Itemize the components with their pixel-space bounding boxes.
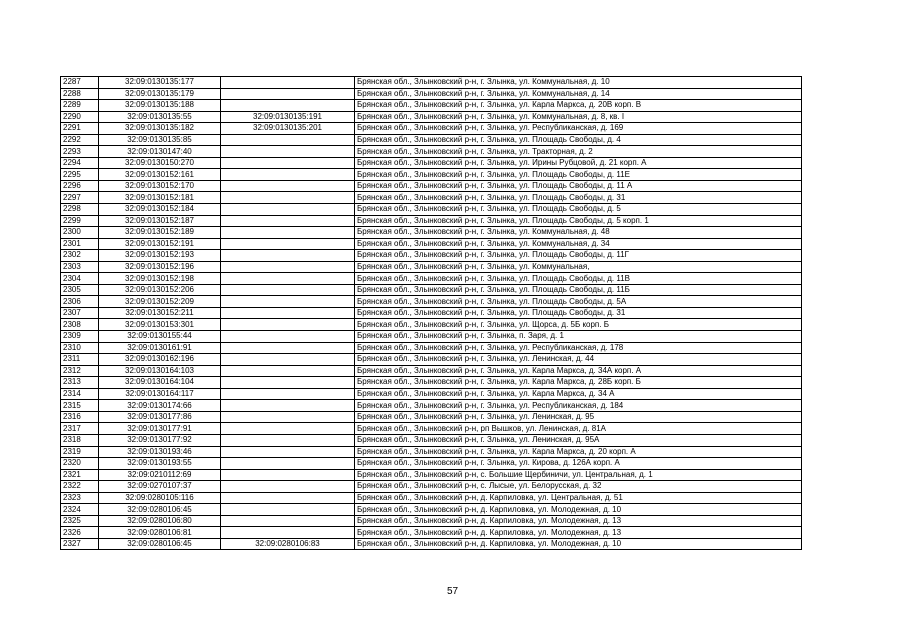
table-row [61, 77, 802, 89]
address-cell: Брянская обл., Злынковский р-н, д. Карпиловка, ул. Молодежная, д. 10 [355, 504, 802, 516]
previous-cadastral-number-cell [221, 157, 355, 169]
row-number-cell: 2288 [61, 88, 99, 100]
row-number-cell: 2321 [61, 469, 99, 481]
table-row [61, 492, 802, 504]
table-row [61, 354, 802, 366]
previous-cadastral-number-cell [221, 284, 355, 296]
table-row [61, 365, 802, 377]
row-number-cell: 2306 [61, 296, 99, 308]
address-cell: Брянская обл., Злынковский р-н, г. Злынка, ул. Ленинская, д. 95 [355, 411, 802, 423]
row-number-cell: 2311 [61, 354, 99, 366]
table-row [61, 469, 802, 481]
table-row [61, 250, 802, 262]
address-cell: Брянская обл., Злынковский р-н, д. Карпиловка, ул. Молодежная, д. 13 [355, 515, 802, 527]
cadastral-number-cell: 32:09:0130155:44 [99, 331, 221, 343]
previous-cadastral-number-cell [221, 273, 355, 285]
previous-cadastral-number-cell [221, 238, 355, 250]
address-cell: Брянская обл., Злынковский р-н, г. Злынка, ул. Тракторная, д. 2 [355, 146, 802, 158]
table-row [61, 400, 802, 412]
row-number-cell: 2295 [61, 169, 99, 181]
cadastral-number-cell: 32:09:0130135:85 [99, 134, 221, 146]
previous-cadastral-number-cell [221, 377, 355, 389]
page-number: 57 [446, 586, 459, 597]
address-cell: Брянская обл., Злынковский р-н, г. Злынка, ул. Коммунальная, д. 10 [355, 77, 802, 89]
address-cell: Брянская обл., Злынковский р-н, г. Злынка, ул. Площадь Свободы, д. 31 [355, 307, 802, 319]
address-cell: Брянская обл., Злынковский р-н, д. Карпиловка, ул. Центральная, д. 51 [355, 492, 802, 504]
previous-cadastral-number-cell [221, 100, 355, 112]
address-cell: Брянская обл., Злынковский р-н, д. Карпиловка, ул. Молодежная, д. 10 [355, 538, 802, 550]
previous-cadastral-number-cell: 32:09:0280106:83 [221, 538, 355, 550]
address-cell: Брянская обл., Злынковский р-н, г. Злынка, п. Заря, д. 1 [355, 331, 802, 343]
address-cell: Брянская обл., Злынковский р-н, г. Злынка, ул. Площадь Свободы, д. 11Е [355, 169, 802, 181]
row-number-cell: 2327 [61, 538, 99, 550]
table-row [61, 284, 802, 296]
previous-cadastral-number-cell [221, 180, 355, 192]
cadastral-number-cell: 32:09:0130193:55 [99, 458, 221, 470]
address-cell: Брянская обл., Злынковский р-н, г. Злынка, ул. Коммунальная, д. 14 [355, 88, 802, 100]
table-row [61, 319, 802, 331]
table-row [61, 515, 802, 527]
cadastral-number-cell: 32:09:0130152:196 [99, 261, 221, 273]
previous-cadastral-number-cell [221, 469, 355, 481]
cadastral-number-cell: 32:09:0130150:270 [99, 157, 221, 169]
table-row [61, 215, 802, 227]
table-row [61, 227, 802, 239]
cadastral-number-cell: 32:09:0130135:177 [99, 77, 221, 89]
previous-cadastral-number-cell [221, 365, 355, 377]
previous-cadastral-number-cell [221, 319, 355, 331]
address-cell: Брянская обл., Злынковский р-н, г. Злынка, ул. Карла Маркса, д. 20 корп. А [355, 446, 802, 458]
previous-cadastral-number-cell [221, 204, 355, 216]
row-number-cell: 2291 [61, 123, 99, 135]
row-number-cell: 2318 [61, 434, 99, 446]
cadastral-number-cell: 32:09:0130152:189 [99, 227, 221, 239]
table-row [61, 192, 802, 204]
row-number-cell: 2312 [61, 365, 99, 377]
cadastral-number-cell: 32:09:0130152:191 [99, 238, 221, 250]
address-cell: Брянская обл., Злынковский р-н, с. Лысые, ул. Белорусская, д. 32 [355, 481, 802, 493]
cadastral-number-cell: 32:09:0280106:80 [99, 515, 221, 527]
row-number-cell: 2303 [61, 261, 99, 273]
previous-cadastral-number-cell [221, 434, 355, 446]
row-number-cell: 2296 [61, 180, 99, 192]
address-cell: Брянская обл., Злынковский р-н, г. Злынка, ул. Карла Маркса, д. 28Б корп. Б [355, 377, 802, 389]
table-row [61, 307, 802, 319]
address-cell: Брянская обл., Злынковский р-н, г. Злынка, ул. Республиканская, д. 184 [355, 400, 802, 412]
previous-cadastral-number-cell: 32:09:0130135:201 [221, 123, 355, 135]
cadastral-number-cell: 32:09:0130177:92 [99, 434, 221, 446]
table-row [61, 273, 802, 285]
row-number-cell: 2301 [61, 238, 99, 250]
cadastral-number-cell: 32:09:0130152:181 [99, 192, 221, 204]
previous-cadastral-number-cell [221, 504, 355, 516]
row-number-cell: 2315 [61, 400, 99, 412]
address-cell: Брянская обл., Злынковский р-н, г. Злынка, ул. Карла Маркса, д. 34А корп. А [355, 365, 802, 377]
table-row [61, 111, 802, 123]
table-row [61, 238, 802, 250]
table-row [61, 481, 802, 493]
row-number-cell: 2322 [61, 481, 99, 493]
cadastral-number-cell: 32:09:0130152:193 [99, 250, 221, 262]
row-number-cell: 2316 [61, 411, 99, 423]
previous-cadastral-number-cell [221, 227, 355, 239]
cadastral-number-cell: 32:09:0130152:198 [99, 273, 221, 285]
cadastral-number-cell: 32:09:0280106:45 [99, 504, 221, 516]
previous-cadastral-number-cell [221, 192, 355, 204]
previous-cadastral-number-cell [221, 146, 355, 158]
previous-cadastral-number-cell [221, 354, 355, 366]
previous-cadastral-number-cell [221, 77, 355, 89]
row-number-cell: 2308 [61, 319, 99, 331]
table-row [61, 261, 802, 273]
address-cell: Брянская обл., Злынковский р-н, г. Злынка, ул. Площадь Свободы, д. 11Б [355, 284, 802, 296]
cadastral-number-cell: 32:09:0130153:301 [99, 319, 221, 331]
cadastral-number-cell: 32:09:0130152:187 [99, 215, 221, 227]
row-number-cell: 2293 [61, 146, 99, 158]
previous-cadastral-number-cell [221, 458, 355, 470]
address-cell: Брянская обл., Злынковский р-н, г. Злынка, ул. Ирины Рубцовой, д. 21 корп. А [355, 157, 802, 169]
table-row [61, 204, 802, 216]
table-row [61, 434, 802, 446]
row-number-cell: 2299 [61, 215, 99, 227]
previous-cadastral-number-cell [221, 307, 355, 319]
address-cell: Брянская обл., Злынковский р-н, д. Карпиловка, ул. Молодежная, д. 13 [355, 527, 802, 539]
address-cell: Брянская обл., Злынковский р-н, г. Злынка, ул. Республиканская, д. 178 [355, 342, 802, 354]
cadastral-number-cell: 32:09:0130135:179 [99, 88, 221, 100]
row-number-cell: 2294 [61, 157, 99, 169]
table-row [61, 411, 802, 423]
cadastral-number-cell: 32:09:0130164:104 [99, 377, 221, 389]
row-number-cell: 2307 [61, 307, 99, 319]
table-row [61, 100, 802, 112]
previous-cadastral-number-cell [221, 215, 355, 227]
previous-cadastral-number-cell: 32:09:0130135:191 [221, 111, 355, 123]
table-row [61, 527, 802, 539]
previous-cadastral-number-cell [221, 296, 355, 308]
row-number-cell: 2323 [61, 492, 99, 504]
table-row [61, 423, 802, 435]
cadastral-number-cell: 32:09:0130174:66 [99, 400, 221, 412]
cadastral-number-cell: 32:09:0280106:81 [99, 527, 221, 539]
row-number-cell: 2292 [61, 134, 99, 146]
table-row [61, 388, 802, 400]
cadastral-number-cell: 32:09:0130161:91 [99, 342, 221, 354]
cadastral-number-cell: 32:09:0280105:116 [99, 492, 221, 504]
cadastral-number-cell: 32:09:0130162:196 [99, 354, 221, 366]
address-cell: Брянская обл., Злынковский р-н, г. Злынка, ул. Коммунальная, [355, 261, 802, 273]
row-number-cell: 2304 [61, 273, 99, 285]
table-row [61, 331, 802, 343]
row-number-cell: 2289 [61, 100, 99, 112]
previous-cadastral-number-cell [221, 527, 355, 539]
address-cell: Брянская обл., Злынковский р-н, г. Злынка, ул. Площадь Свободы, д. 31 [355, 192, 802, 204]
address-cell: Брянская обл., Злынковский р-н, г. Злынка, ул. Карла Маркса, д. 34 А [355, 388, 802, 400]
cadastral-number-cell: 32:09:0270107:37 [99, 481, 221, 493]
table-row [61, 123, 802, 135]
table-row [61, 88, 802, 100]
previous-cadastral-number-cell [221, 261, 355, 273]
row-number-cell: 2309 [61, 331, 99, 343]
table-row [61, 458, 802, 470]
address-cell: Брянская обл., Злынковский р-н, г. Злынка, ул. Площадь Свободы, д. 4 [355, 134, 802, 146]
address-cell: Брянская обл., Злынковский р-н, г. Злынка, ул. Республиканская, д. 169 [355, 123, 802, 135]
cadastral-number-cell: 32:09:0130177:91 [99, 423, 221, 435]
row-number-cell: 2319 [61, 446, 99, 458]
cadastral-number-cell: 32:09:0130152:170 [99, 180, 221, 192]
address-cell: Брянская обл., Злынковский р-н, г. Злынка, ул. Площадь Свободы, д. 5 корп. 1 [355, 215, 802, 227]
table-row [61, 180, 802, 192]
address-cell: Брянская обл., Злынковский р-н, г. Злынка, ул. Коммунальная, д. 48 [355, 227, 802, 239]
row-number-cell: 2300 [61, 227, 99, 239]
row-number-cell: 2297 [61, 192, 99, 204]
address-cell: Брянская обл., Злынковский р-н, г. Злынка, ул. Площадь Свободы, д. 5 [355, 204, 802, 216]
row-number-cell: 2314 [61, 388, 99, 400]
table-row [61, 504, 802, 516]
cadastral-number-cell: 32:09:0130147:40 [99, 146, 221, 158]
row-number-cell: 2325 [61, 515, 99, 527]
previous-cadastral-number-cell [221, 423, 355, 435]
table-row [61, 169, 802, 181]
table-row [61, 538, 802, 550]
row-number-cell: 2310 [61, 342, 99, 354]
address-cell: Брянская обл., Злынковский р-н, г. Злынка, ул. Площадь Свободы, д. 11 А [355, 180, 802, 192]
cadastral-number-cell: 32:09:0130152:184 [99, 204, 221, 216]
cadastral-number-cell: 32:09:0130152:209 [99, 296, 221, 308]
table-row [61, 377, 802, 389]
cadastral-number-cell: 32:09:0130135:55 [99, 111, 221, 123]
row-number-cell: 2298 [61, 204, 99, 216]
table-row [61, 342, 802, 354]
previous-cadastral-number-cell [221, 88, 355, 100]
previous-cadastral-number-cell [221, 388, 355, 400]
previous-cadastral-number-cell [221, 331, 355, 343]
previous-cadastral-number-cell [221, 400, 355, 412]
previous-cadastral-number-cell [221, 446, 355, 458]
table-row [61, 296, 802, 308]
cadastral-number-cell: 32:09:0130164:103 [99, 365, 221, 377]
cadastral-number-cell: 32:09:0130135:188 [99, 100, 221, 112]
table-row [61, 146, 802, 158]
row-number-cell: 2324 [61, 504, 99, 516]
cadastral-number-cell: 32:09:0130177:86 [99, 411, 221, 423]
address-cell: Брянская обл., Злынковский р-н, г. Злынка, ул. Площадь Свободы, д. 11Г [355, 250, 802, 262]
table-row [61, 446, 802, 458]
cadastral-number-cell: 32:09:0280106:45 [99, 538, 221, 550]
row-number-cell: 2320 [61, 458, 99, 470]
row-number-cell: 2313 [61, 377, 99, 389]
table-row [61, 157, 802, 169]
row-number-cell: 2326 [61, 527, 99, 539]
previous-cadastral-number-cell [221, 134, 355, 146]
address-cell: Брянская обл., Злынковский р-н, г. Злынка, ул. Щорса, д. 5Б корп. Б [355, 319, 802, 331]
row-number-cell: 2290 [61, 111, 99, 123]
address-cell: Брянская обл., Злынковский р-н, г. Злынка, ул. Площадь Свободы, д. 11В [355, 273, 802, 285]
cadastral-number-cell: 32:09:0130152:161 [99, 169, 221, 181]
table-row [61, 134, 802, 146]
address-cell: Брянская обл., Злынковский р-н, г. Злынка, ул. Ленинская, д. 44 [355, 354, 802, 366]
cadastral-number-cell: 32:09:0130152:206 [99, 284, 221, 296]
property-table [60, 76, 802, 550]
address-cell: Брянская обл., Злынковский р-н, г. Злынка, ул. Ленинская, д. 95А [355, 434, 802, 446]
cadastral-number-cell: 32:09:0210112:69 [99, 469, 221, 481]
address-cell: Брянская обл., Злынковский р-н, г. Злынка, ул. Кирова, д. 126А корп. А [355, 458, 802, 470]
previous-cadastral-number-cell [221, 342, 355, 354]
address-cell: Брянская обл., Злынковский р-н, с. Большие Щербиничи, ул. Центральная, д. 1 [355, 469, 802, 481]
address-cell: Брянская обл., Злынковский р-н, г. Злынка, ул. Карла Маркса, д. 20В корп. В [355, 100, 802, 112]
address-cell: Брянская обл., Злынковский р-н, г. Злынка, ул. Коммунальная, д. 34 [355, 238, 802, 250]
cadastral-number-cell: 32:09:0130152:211 [99, 307, 221, 319]
previous-cadastral-number-cell [221, 250, 355, 262]
previous-cadastral-number-cell [221, 515, 355, 527]
previous-cadastral-number-cell [221, 411, 355, 423]
previous-cadastral-number-cell [221, 492, 355, 504]
row-number-cell: 2287 [61, 77, 99, 89]
address-cell: Брянская обл., Злынковский р-н, рп Вышков, ул. Ленинская, д. 81А [355, 423, 802, 435]
cadastral-number-cell: 32:09:0130193:46 [99, 446, 221, 458]
previous-cadastral-number-cell [221, 169, 355, 181]
address-cell: Брянская обл., Злынковский р-н, г. Злынка, ул. Коммунальная, д. 8, кв. I [355, 111, 802, 123]
row-number-cell: 2302 [61, 250, 99, 262]
row-number-cell: 2317 [61, 423, 99, 435]
row-number-cell: 2305 [61, 284, 99, 296]
cadastral-number-cell: 32:09:0130135:182 [99, 123, 221, 135]
address-cell: Брянская обл., Злынковский р-н, г. Злынка, ул. Площадь Свободы, д. 5А [355, 296, 802, 308]
previous-cadastral-number-cell [221, 481, 355, 493]
table-body [61, 77, 802, 550]
cadastral-number-cell: 32:09:0130164:117 [99, 388, 221, 400]
